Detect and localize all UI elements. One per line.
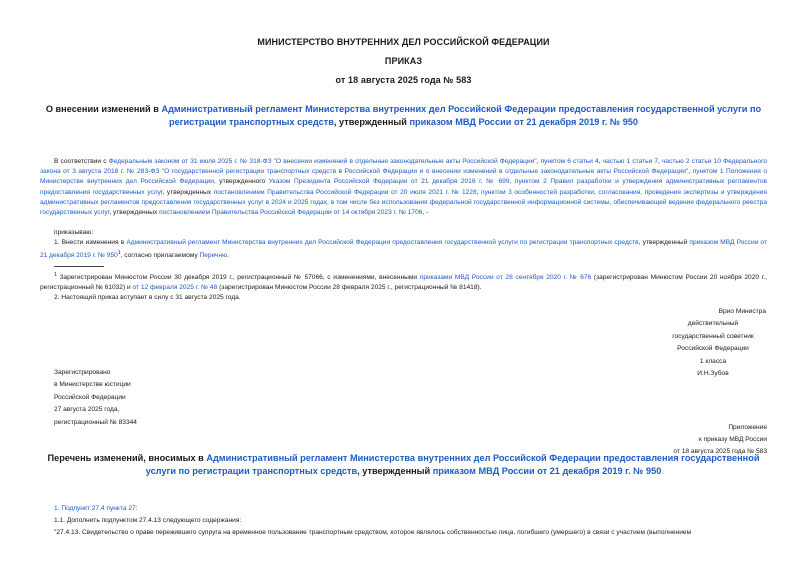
preamble-text: , [476, 188, 482, 196]
title-regulation-link[interactable]: Административный регламент Министерства внутренних дел Российской Федерации предоставления государственной услуги по регистрации транспортных средств [161, 104, 762, 127]
preamble-text: , [658, 158, 662, 165]
signature-line: государственный советник [672, 332, 754, 340]
item-1-text: , утвержденный [638, 239, 690, 246]
preamble-text: , [536, 158, 541, 165]
item-2: 2. Настоящий приказ вступает в силу с 31 августа 2025 года. [54, 294, 241, 301]
item-1-order-link[interactable]: приказом МВД России от 21 декабря 2019 г. № 950 [40, 239, 767, 260]
preamble-text: , [688, 168, 693, 176]
footnote [40, 270, 767, 294]
list-link[interactable]: Перечню [199, 252, 228, 260]
article-4-link[interactable]: пунктом 6 статьи 4 [540, 158, 599, 165]
item-1-text: . [227, 252, 229, 260]
preamble-text: , - [422, 209, 429, 217]
preamble-text: , утвержденного [213, 178, 269, 186]
list-title [40, 452, 767, 478]
federal-law-318-link[interactable]: Федеральным законом от 31 июля 2025 г. № 318-ФЗ "О внесении изменений в отдельные законодательные акты Российской Федерации" [108, 158, 537, 165]
order-word: приказываю: [54, 229, 94, 236]
list-title-order-link[interactable]: приказом МВД России от 21 декабря 2019 г. № 950 [432, 466, 662, 476]
list-title-regulation-link[interactable]: Административный регламент Министерства внутренних дел Российской Федерации предоставления государственной услуги по регистрации транспортных средств [145, 453, 760, 476]
change-27-4-13: "27.4.13. Свидетельство о праве пережившего супруга на временное пользование транспортным средством, которое являлось собственностью лица, погибшего (умершего) в связи с участием (выполнением [54, 529, 692, 536]
preamble-text: , утвержденных [109, 209, 160, 217]
order-date-number: от 18 августа 2025 года № 583 [335, 75, 472, 85]
article-7-link[interactable]: частью 1 статьи 7 [602, 158, 659, 165]
appendix-line: Приложение [728, 424, 767, 431]
title-text-2: , утвержденный [333, 117, 410, 127]
preamble-text: , [598, 158, 603, 165]
doc-type-heading: ПРИКАЗ [384, 56, 423, 66]
appendix-line: от 18 августа 2025 года № 583 [673, 447, 767, 455]
signature-line: Врио Министра [718, 308, 766, 315]
footnote-text: (зарегистрирован Минюстом России 28 февраля 2025 г., регистрационный № 81418). [217, 284, 482, 292]
rules-link[interactable]: пунктом 2 Правил разработки и утверждения административных регламентов предоставления государственных услуг [40, 178, 767, 196]
federal-law-283-link[interactable]: частью 2 статьи 10 Федерального закона от 3 августа 2018 г. № 283-ФЗ "О государственной регистрации транспортных средств в Российской Федерации и о внесении изменений в отдельные законодательные акты Российской Федерации" [40, 158, 767, 176]
list-title-text: , утвержденный [357, 466, 433, 476]
footnote-ref[interactable]: 1 [117, 250, 121, 257]
government-resolution-1228-link[interactable]: постановлением Правительства Российской Федерации от 20 июля 2021 г. № 1228 [213, 188, 477, 196]
registration-line: 27 августа 2025 года, [54, 406, 120, 414]
preamble-text: , [509, 178, 515, 186]
signature-line: И.Н.Зубов [697, 370, 729, 378]
order-title [40, 103, 767, 129]
title-order-link[interactable]: приказом МВД России от 21 декабря 2019 г. № 950 [409, 117, 639, 127]
registration-block [54, 367, 137, 429]
signature-line: 1 класса [699, 357, 727, 365]
presidential-decree-link[interactable]: Указом Президента Российской Федерации от 21 декабря 2016 г. № 699 [268, 178, 510, 186]
footnote-text: Зарегистрирован Минюстом России 30 декабря 2019 г., регистрационный № 57066, с изменениями, внесенными [56, 274, 420, 282]
signature-line: действительный [687, 320, 739, 328]
item-1-text: , согласно прилагаемому [120, 252, 200, 260]
footnote-orders-link[interactable]: приказами МВД России от 28 сентября 2020 г. № 676 [419, 274, 592, 282]
government-resolution-1706-link[interactable]: постановлением Правительства Российской Федерации от 14 октября 2023 г. № 1706 [159, 209, 423, 217]
preamble-text: В соответствии с [54, 158, 109, 165]
registration-line: регистрационный № 83344 [54, 418, 137, 426]
footnote-marker: 1 [54, 272, 57, 278]
item-1-regulation-link[interactable]: Административный регламент Министерства внутренних дел Российской Федерации предоставления государственной услуги по регистрации транспортных средств [126, 239, 639, 246]
preamble-text: , утвержденных [162, 188, 214, 196]
item-1-text: 1. Внести изменения в [54, 239, 127, 246]
ministry-regulation-link[interactable]: пунктом 1 Положения о Министерстве внутренних дел Российской Федерации [40, 168, 767, 186]
title-text-1: О внесении изменений в [45, 104, 162, 114]
preamble-paragraph [40, 157, 767, 218]
specifics-link[interactable]: пунктом 3 особенностей разработки, согласования, проведения экспертизы и утверждения административных регламентов предоставления государственных услуг в 2024 и 2025 годах, в том числе без использования федеральной государственной информационной системы, обеспечивающей ведение федерального реестра государственных услуг [40, 188, 767, 217]
list-title-text: Перечень изменений, вносимых в [47, 453, 207, 463]
change-1-tail: : [135, 505, 138, 512]
signature-block [660, 306, 766, 380]
signature-line: Российской Федерации [677, 345, 749, 353]
registration-line: Российской Федерации [54, 393, 126, 401]
ministry-heading: МИНИСТЕРСТВО ВНУТРЕННИХ ДЕЛ РОССИЙСКОЙ ФЕДЕРАЦИИ [257, 37, 550, 47]
registration-line: Зарегистрировано [54, 369, 111, 376]
item-1 [40, 238, 767, 262]
subparagraph-27-4-link[interactable]: 1. Подпункт 27.4 пункта 27 [54, 505, 136, 512]
footnote-divider [54, 266, 104, 267]
footnote-order-48-link[interactable]: от 12 февраля 2025 г. № 48 [132, 284, 218, 292]
appendix-line: к приказу МВД России [698, 435, 767, 443]
registration-line: в Министерстве юстиции [54, 381, 131, 389]
change-1 [54, 504, 138, 514]
footnote-text: (зарегистрирован Минюстом России 20 ноября 2020 г., регистрационный № 61032) и [40, 274, 767, 292]
change-1-1: 1.1. Дополнить подпунктом 27.4.13 следующего содержания: [54, 517, 242, 524]
